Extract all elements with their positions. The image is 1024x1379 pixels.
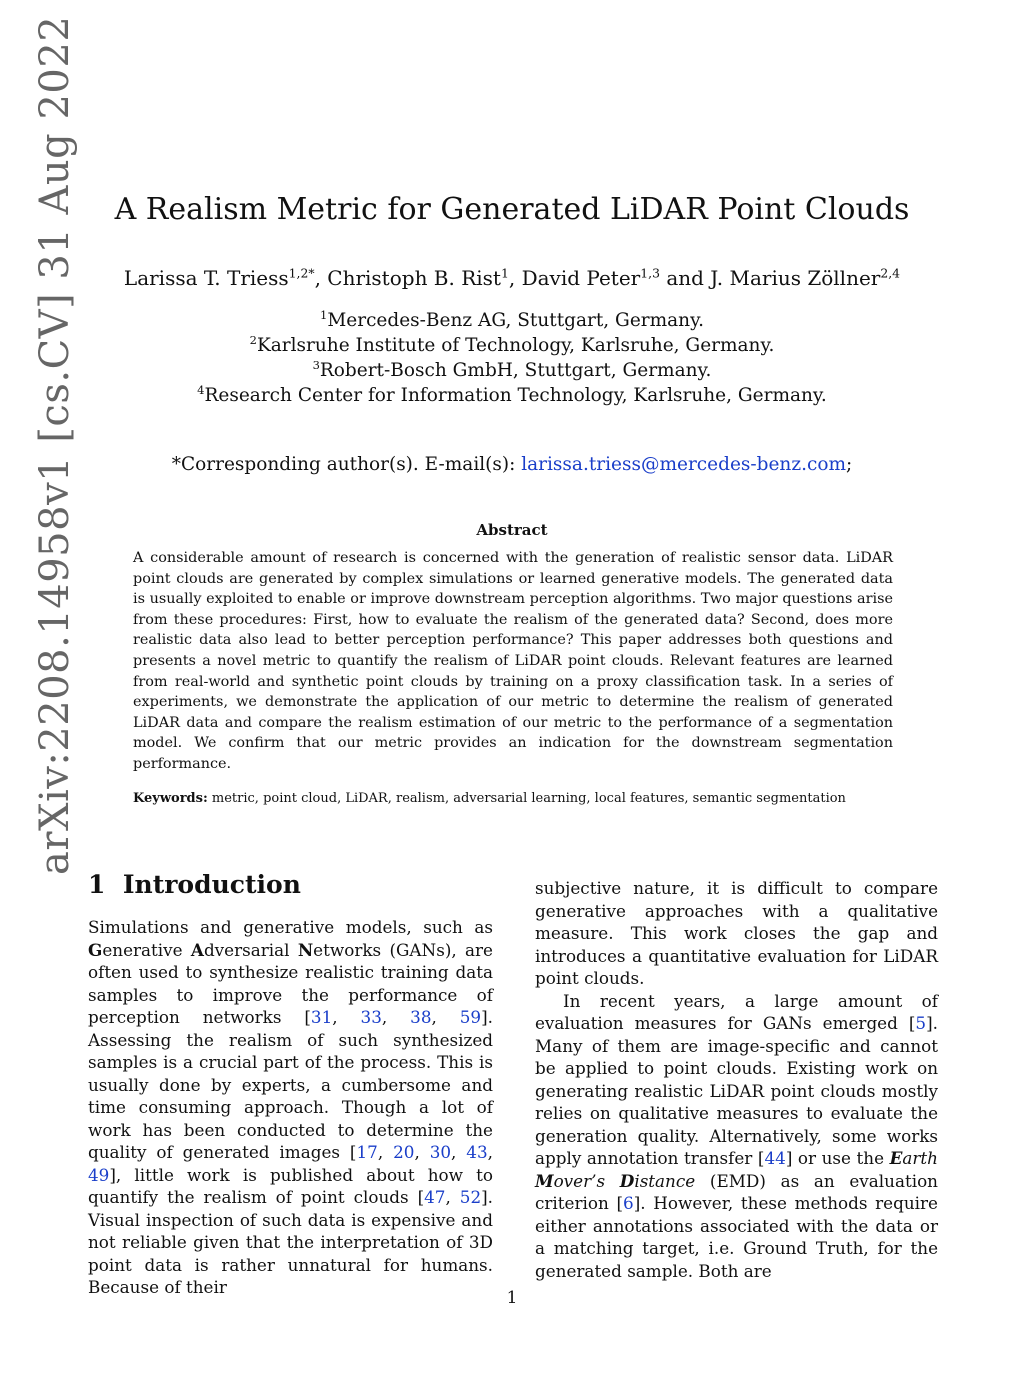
citation-link[interactable]: 49 <box>88 1164 110 1185</box>
affiliation <box>0 383 1024 408</box>
paper-title: A Realism Metric for Generated LiDAR Point Clouds <box>114 192 910 227</box>
section-heading <box>88 870 301 899</box>
acronym-letter: G <box>88 939 103 960</box>
arxiv-sidebar-stamp: arXiv:2208.14958v1 [cs.CV] 31 Aug 2022 <box>32 15 78 875</box>
citation-link[interactable]: 59 <box>459 1007 482 1027</box>
text-run: istance <box>634 1170 696 1191</box>
acronym-letter: D <box>619 1170 635 1191</box>
acronym-letter: E <box>889 1148 903 1168</box>
citation-link[interactable]: 38 <box>410 1007 432 1027</box>
text-run: etworks (GANs), are often used to synthesize realistic training data samples to improve the performance of perception networks [ <box>88 939 493 1027</box>
citation-link[interactable]: 31 <box>310 1007 333 1027</box>
affiliation-text: Research Center for Information Technology, Karlsruhe, Germany. <box>204 385 827 406</box>
text-run: (EMD) as an evaluation criterion [ <box>535 1170 938 1213</box>
affiliation <box>0 308 1024 333</box>
acronym-letter: N <box>297 939 314 960</box>
text-run: ]. However, these methods require either annotations associated with the data or a matching target, i.e. Ground Truth, for the generated sample. Both are <box>535 1193 938 1281</box>
citation-link[interactable]: 17 <box>356 1142 378 1162</box>
author-name: J. Marius Zöllner <box>710 266 881 290</box>
keywords-list: metric, point cloud, LiDAR, realism, adversarial learning, local features, semantic segmentation <box>211 791 846 806</box>
body-column-left <box>88 916 493 1299</box>
corresponding-tail: ; <box>846 454 853 475</box>
author-separator: , <box>508 266 522 290</box>
citation-link[interactable]: 44 <box>764 1148 786 1168</box>
citation-link[interactable]: 5 <box>915 1013 927 1033</box>
author-affil-sup: 1,3 <box>640 265 660 281</box>
affiliation-sup: 3 <box>312 357 320 372</box>
text-run: ], little work is published about how to quantify the realism of point clouds [ <box>88 1164 493 1207</box>
citation-link[interactable]: 30 <box>429 1142 452 1162</box>
corresponding-email-link[interactable]: larissa.triess@mercedes-benz.com <box>521 454 847 475</box>
page-number: 1 <box>506 1288 518 1308</box>
author-separator: , <box>314 266 328 290</box>
citation-link[interactable]: 47 <box>424 1187 446 1207</box>
corresponding-label: *Corresponding author(s). E-mail(s): <box>171 454 522 475</box>
section-number: 1 <box>88 870 106 899</box>
text-run: ]. Many of them are image-specific and cannot be applied to point clouds. Existing work on generating realistic LiDAR point clouds mostly relies on qualitative measures to evaluate the generation quality. Alternatively, some works apply annotation transfer [ <box>535 1013 938 1168</box>
text-run: In recent years, a large amount of evaluation measures for GANs emerged [ <box>535 990 938 1033</box>
affiliation <box>0 333 1024 358</box>
citation-link[interactable]: 20 <box>393 1142 415 1162</box>
author-affil-sup: 2,4 <box>880 265 901 281</box>
abstract-heading: Abstract <box>476 521 548 539</box>
paragraph: subjective nature, it is difficult to compare generative approaches with a qualitative measure. This work closes the gap and introduces a quantitative evaluation for LiDAR point clouds. <box>535 878 938 988</box>
affiliation-sup: 2 <box>249 332 257 347</box>
affiliation-sup: 1 <box>320 307 328 322</box>
abstract-text: A considerable amount of research is concerned with the generation of realistic sensor data. LiDAR point clouds are generated by complex simulations or learned generative models. The generated data is usually exploited to enable or improve downstream perception algorithms. Two major questions arise from these procedures: First, how to evaluate the realism of the generated data? Second, does more realistic data also lead to better perception performance? This paper addresses both questions and presents a novel metric to quantify the realism of LiDAR point clouds. Relevant features are learned from real-world and synthetic point clouds by training on a proxy classification task. In a series of experiments, we demonstrate the application of our metric to determine the realism of generated LiDAR data and compare the realism estimation of our metric to the performance of a segmentation model. We confirm that our metric provides an indication for the downstream segmentation performance. <box>133 550 893 772</box>
citation-link[interactable]: 43 <box>466 1142 488 1162</box>
affiliation-sup: 4 <box>197 382 205 397</box>
text-run: enerative <box>102 939 191 960</box>
author-and: and <box>659 266 711 290</box>
author-list <box>0 266 1024 290</box>
affiliation-text: Mercedes-Benz AG, Stuttgart, Germany. <box>327 310 704 331</box>
text-run: Simulations and generative models, such as <box>88 917 493 937</box>
text-run: dversarial <box>203 939 298 960</box>
author-name: Christoph B. Rist <box>327 266 501 290</box>
text-run: ]. Assessing the realism of such synthesized samples is a crucial part of the process. This is usually done by experts, a cumbersome and time consuming approach. Though a lot of work has been conducted to determine the quality of generated images [ <box>88 1007 493 1162</box>
section-title: Introduction <box>122 870 301 899</box>
keywords-label: Keywords: <box>133 791 208 806</box>
paragraph <box>535 990 938 1283</box>
acronym-letter: M <box>535 1170 554 1191</box>
text-run: ] or use the <box>785 1148 890 1168</box>
citation-link[interactable]: 6 <box>623 1193 634 1213</box>
text-run: arth <box>902 1148 938 1168</box>
author-affil-sup: 1,2* <box>288 265 315 281</box>
affiliation <box>0 358 1024 383</box>
affiliation-text: Robert-Bosch GmbH, Stuttgart, Germany. <box>319 360 712 381</box>
keywords <box>133 791 893 806</box>
affiliation-text: Karlsruhe Institute of Technology, Karlsruhe, Germany. <box>256 335 775 356</box>
corresponding-author <box>0 454 1024 475</box>
citation-link[interactable]: 52 <box>459 1187 482 1207</box>
author-name: David Peter <box>521 266 641 290</box>
paragraph: Simulations and generative models, such as Generative Adversarial Networks (GANs), are often used to synthesize realistic training data samples to improve the performance of perception networks [31, 33, 38, 59]. Assessing the realism of such synthesized samples is a crucial part of the process. This is usually done by experts, a cumbersome and time consuming approach. Though a lot of work has been conducted to determine the quality of generated images [17, 20, 30, 43, 49], little work is published about how to quantify the realism of point clouds [47, 52]. Visual inspection of such data is expensive and not reliable given that the interpretation of 3D point data is rather unnatural for humans. Because of their <box>88 917 494 1297</box>
citation-link[interactable]: 33 <box>360 1007 382 1027</box>
author-affil-sup: 1 <box>500 265 509 281</box>
body-column-right <box>535 877 938 1282</box>
author-name: Larissa T. Triess <box>123 266 289 290</box>
text-run: ]. Visual inspection of such data is expensive and not reliable given that the interpretation of 3D point data is rather unnatural for humans. Because of their <box>88 1187 494 1297</box>
text-run: over’s <box>553 1170 620 1191</box>
acronym-letter: A <box>190 939 204 960</box>
